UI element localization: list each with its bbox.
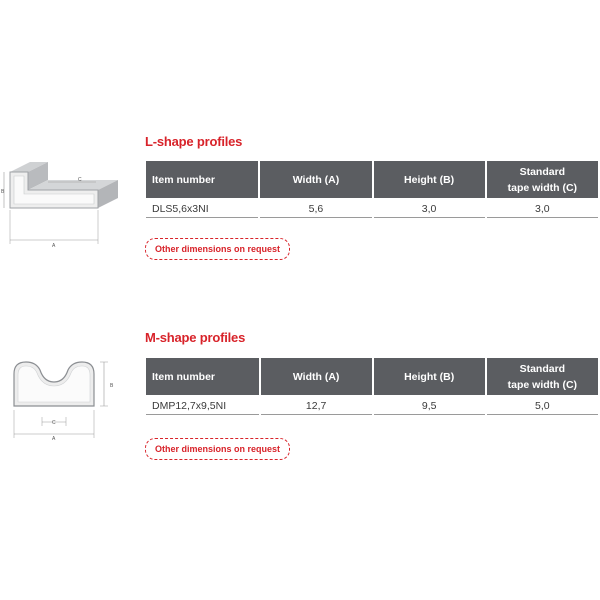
dim-c-label: C <box>78 177 82 183</box>
cell-item-number: DLS5,6x3NI <box>146 198 258 218</box>
m-shape-table <box>144 358 600 415</box>
dim-b-label: B <box>1 189 5 195</box>
cell-width: 12,7 <box>261 395 372 415</box>
col-header-item-number: Item number <box>146 358 259 395</box>
other-dimensions-button[interactable]: Other dimensions on request <box>145 438 290 460</box>
col-header-tape-width-line2: tape width (C) <box>507 181 578 194</box>
dim-a-label: A <box>52 243 56 249</box>
dim-b-label: B <box>110 383 114 389</box>
m-shape-diagram <box>0 352 125 442</box>
l-shape-title: L-shape profiles <box>145 134 243 149</box>
dim-c-label: C <box>52 420 56 426</box>
col-header-width: Width (A) <box>261 358 372 395</box>
cell-item-number: DMP12,7x9,5NI <box>146 395 259 415</box>
cell-tape-width: 5,0 <box>487 395 598 415</box>
l-shape-table <box>144 161 600 218</box>
col-header-tape-width-line1: Standard <box>519 362 566 375</box>
table-row <box>146 395 598 415</box>
l-shape-diagram <box>0 160 125 250</box>
cell-height: 3,0 <box>374 198 485 218</box>
col-header-height: Height (B) <box>374 358 485 395</box>
col-header-width: Width (A) <box>260 161 371 198</box>
col-header-item-number: Item number <box>146 161 258 198</box>
cell-height: 9,5 <box>374 395 485 415</box>
col-header-tape-width-line2: tape width (C) <box>507 378 578 391</box>
table-header-row <box>146 161 598 198</box>
col-header-tape-width <box>487 161 598 198</box>
cell-tape-width: 3,0 <box>487 198 598 218</box>
other-dimensions-button[interactable]: Other dimensions on request <box>145 238 290 260</box>
col-header-tape-width-line1: Standard <box>519 165 566 178</box>
m-shape-title: M-shape profiles <box>145 330 246 345</box>
dim-a-label: A <box>52 436 56 442</box>
cell-width: 5,6 <box>260 198 371 218</box>
table-row <box>146 198 598 218</box>
col-header-tape-width <box>487 358 598 395</box>
table-header-row <box>146 358 598 395</box>
col-header-height: Height (B) <box>374 161 485 198</box>
